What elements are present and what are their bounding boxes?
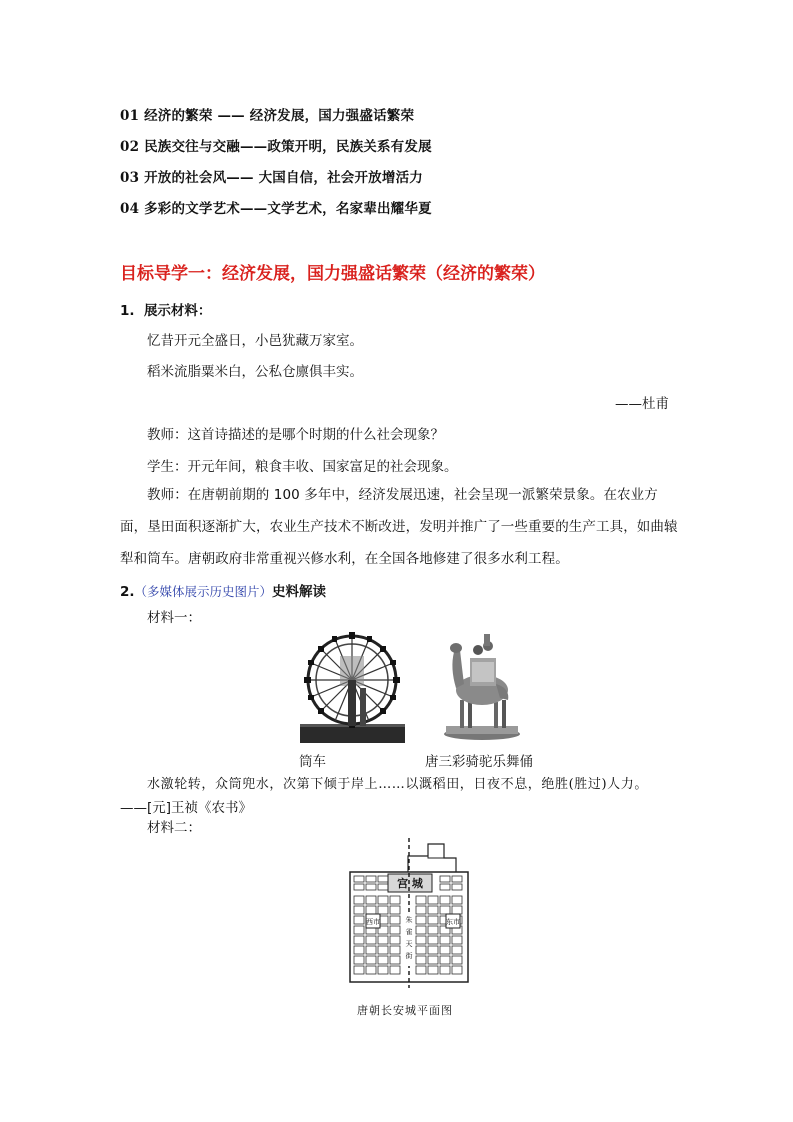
caption-camel-figurine: 唐三彩骑驼乐舞俑 (425, 754, 533, 770)
city-ward-block (452, 906, 462, 914)
waterwheel-image (300, 628, 405, 743)
city-ward-block (366, 884, 376, 890)
teacher-explanation: 教师：在唐朝前期的 100 多年中，经济发展迅速，社会呈现一派繁荣景象。在农业方面，垦田面积逐渐扩大，农业生产技术不断改进，发明并推广了一些重要的生产工具，如曲辕犁和筒车。唐朝政府非常重视兴修水利，在全国各地修建了很多水利工程。 (120, 487, 678, 567)
city-ward-block (428, 956, 438, 964)
street-label-3: 天 (405, 940, 413, 948)
city-ward-block (416, 926, 426, 934)
city-ward-block (378, 896, 388, 904)
city-ward-block (440, 936, 450, 944)
city-ward-block (416, 936, 426, 944)
map-caption: 唐朝长安城平面图 (357, 1004, 453, 1017)
street-label-4: 街 (405, 952, 413, 960)
palace-label: 宫 城 (397, 877, 423, 890)
city-ward-block (440, 884, 450, 890)
city-ward-block (366, 896, 376, 904)
city-ward-block (354, 896, 364, 904)
toc-item-2: 02 民族交往与交融——政策开明，民族关系有发展 (120, 139, 432, 155)
city-ward-block (390, 906, 400, 914)
city-ward-block (378, 906, 388, 914)
city-ward-block (354, 906, 364, 914)
item2-heading (120, 580, 326, 600)
city-ward-block (440, 946, 450, 954)
material1-label: 材料一： (147, 610, 201, 626)
city-ward-block (354, 876, 364, 882)
city-ward-block (428, 926, 438, 934)
teacher-question: 教师：这首诗描述的是哪个时期的什么社会现象？ (147, 427, 444, 443)
item2-number: 2. (120, 584, 135, 600)
city-ward-block (390, 946, 400, 954)
city-ward-block (366, 876, 376, 882)
toc-item-4: 04 多彩的文学艺术——文学艺术，名家辈出耀华夏 (120, 201, 432, 217)
city-ward-block (378, 966, 388, 974)
section-title: 目标导学一：经济发展，国力强盛话繁荣（经济的繁荣） (120, 264, 545, 284)
west-market-label: 西市 (366, 918, 380, 926)
city-ward-block (452, 966, 462, 974)
city-ward-block (354, 956, 364, 964)
city-ward-block (354, 966, 364, 974)
changan-city-map (348, 838, 470, 988)
city-ward-block (354, 936, 364, 944)
city-ward-block (416, 916, 426, 924)
item1-number: 1. (120, 303, 135, 319)
city-ward-block (390, 916, 400, 924)
city-ward-block (354, 884, 364, 890)
material2-label: 材料二： (147, 820, 201, 836)
city-ward-block (452, 896, 462, 904)
city-ward-block (378, 936, 388, 944)
city-ward-block (390, 936, 400, 944)
poem-line-2: 稻米流脂粟米白，公私仓廪俱丰实。 (147, 364, 363, 380)
city-ward-block (354, 946, 364, 954)
city-ward-block (416, 946, 426, 954)
city-ward-block (440, 956, 450, 964)
item1-heading (120, 299, 211, 319)
item1-heading-text: 展示材料： (143, 303, 212, 319)
toc-item-1: 01 经济的繁荣 —— 经济发展，国力强盛话繁荣 (120, 108, 415, 124)
city-ward-block (366, 936, 376, 944)
poem-line-1: 忆昔开元全盛日，小邑犹藏万家室。 (147, 333, 363, 349)
city-ward-block (452, 876, 462, 882)
toc-item-3: 03 开放的社会风—— 大国自信，社会开放增活力 (120, 170, 423, 186)
city-ward-block (378, 946, 388, 954)
caption-waterwheel: 筒车 (299, 754, 326, 770)
east-market-label: 东市 (446, 918, 460, 926)
city-ward-block (354, 916, 364, 924)
poem-attribution: ——杜甫 (615, 396, 669, 412)
city-ward-block (428, 946, 438, 954)
city-ward-block (366, 956, 376, 964)
nongshu-quote: 水激轮转，众筒兜水，次第下倾于岸上……以溉稻田，日夜不息，绝胜(胜过)人力。 (147, 777, 648, 792)
city-ward-block (354, 926, 364, 934)
street-label-1: 朱 (405, 916, 413, 924)
city-ward-block (452, 956, 462, 964)
street-label-2: 雀 (405, 928, 413, 936)
city-ward-block (390, 896, 400, 904)
city-ward-block (366, 966, 376, 974)
city-ward-block (366, 946, 376, 954)
city-ward-block (440, 896, 450, 904)
city-ward-block (390, 956, 400, 964)
city-ward-block (428, 896, 438, 904)
city-ward-block (378, 956, 388, 964)
city-ward-block (428, 906, 438, 914)
city-ward-block (428, 966, 438, 974)
city-ward-block (452, 884, 462, 890)
nongshu-source: ——[元]王祯《农书》 (120, 800, 253, 816)
city-ward-block (440, 906, 450, 914)
city-ward-block (416, 956, 426, 964)
city-ward-block (416, 906, 426, 914)
camel-figurine-image (440, 628, 525, 743)
city-ward-block (428, 916, 438, 924)
item2-note: （多媒体展示历史图片） (134, 584, 273, 599)
city-ward-block (390, 926, 400, 934)
city-ward-block (378, 884, 388, 890)
city-ward-block (416, 896, 426, 904)
city-ward-block (390, 966, 400, 974)
city-ward-block (428, 936, 438, 944)
city-ward-block (440, 876, 450, 882)
city-ward-block (440, 966, 450, 974)
city-ward-block (452, 946, 462, 954)
city-ward-block (366, 906, 376, 914)
city-ward-block (378, 876, 388, 882)
student-answer: 学生：开元年间，粮食丰收、国家富足的社会现象。 (147, 459, 458, 475)
city-ward-block (452, 936, 462, 944)
item2-heading-text: 史料解读 (272, 584, 327, 600)
city-ward-block (416, 966, 426, 974)
